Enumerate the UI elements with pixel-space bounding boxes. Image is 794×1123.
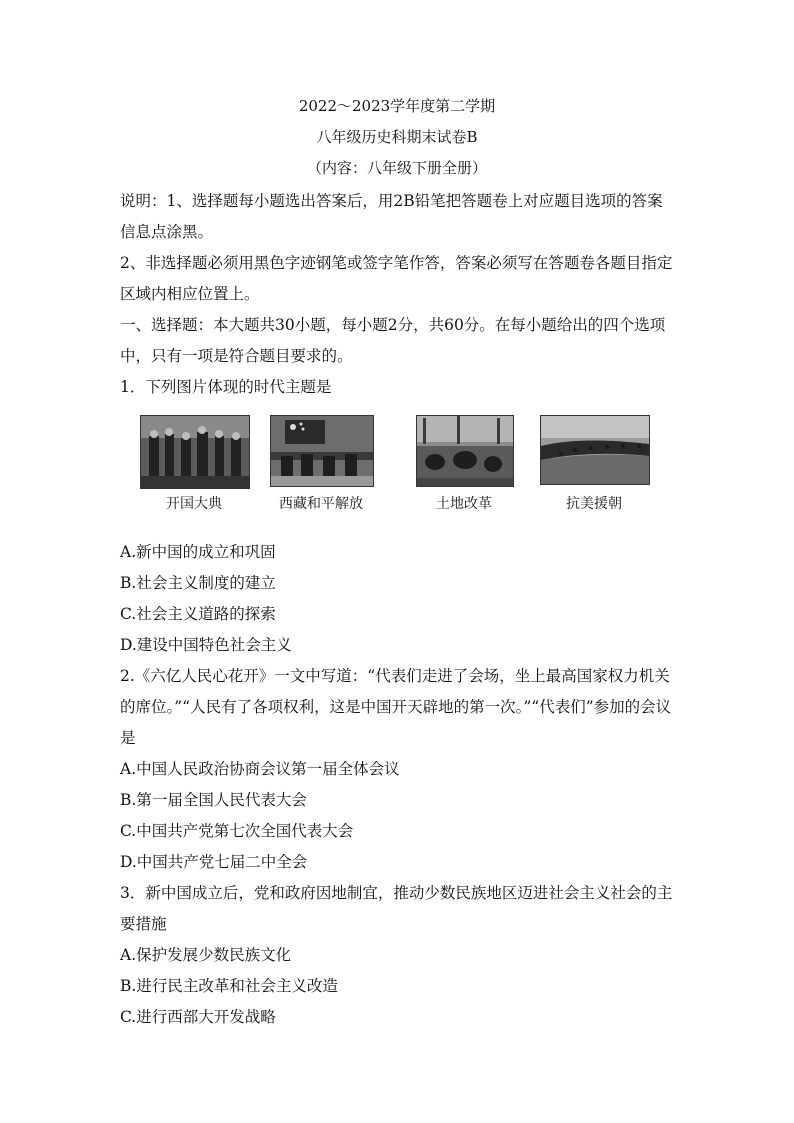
question-3-option-b: B.进行民主改革和社会主义改造 (120, 977, 338, 995)
question-2-option-a: A.中国人民政治协商会议第一届全体会议 (120, 760, 400, 778)
instruction-1: 说明：1、选择题每小题选出答案后，用2B铅笔把答题卷上对应题目选项的答案信息点涂黑。 (120, 192, 663, 241)
caption-founding-ceremony: 开国大典 (166, 496, 222, 512)
exam-content-scope: （内容：八年级下册全册） (306, 159, 487, 177)
question-1-option-d: D.建设中国特色社会主义 (120, 636, 292, 654)
question-3-option-c: C.进行西部大开发战略 (120, 1008, 276, 1026)
caption-tibet-liberation: 西藏和平解放 (279, 496, 363, 512)
question-1-option-c: C.社会主义道路的探索 (120, 605, 276, 623)
exam-body (120, 186, 676, 1033)
caption-land-reform: 土地改革 (436, 496, 492, 512)
question-2-option-c: C.中国共产党第七次全国代表大会 (120, 822, 354, 840)
question-3-option-a: A.保护发展少数民族文化 (120, 946, 292, 964)
exam-title: 八年级历史科期末试卷B (316, 128, 478, 146)
question-1-stem: 1．下列图片体现的时代主题是 (120, 378, 332, 396)
photo-land-reform (416, 415, 514, 487)
question-1-figure (120, 409, 676, 533)
photo-resist-us-aid-korea (540, 415, 650, 485)
question-1-option-a: A.新中国的成立和巩固 (120, 543, 276, 561)
section-one-intro: 一、选择题：本大题共30小题，每小题2分，共60分。在每小题给出的四个选项中，只有一项是符合题目要求的。 (120, 316, 666, 365)
question-2-stem: 2.《六亿人民心花开》一文中写道：“代表们走进了会场，坐上最高国家权力机关的席位。”“人民有了各项权利，这是中国开天辟地的第一次。”“代表们”参加的会议是 (120, 667, 672, 747)
question-2-option-b: B.第一届全国人民代表大会 (120, 791, 307, 809)
instruction-2: 2、非选择题必须用黑色字迹钢笔或签字笔作答，答案必须写在答题卷各题目指定区域内相应位置上。 (120, 254, 673, 303)
photo-founding-ceremony (140, 415, 250, 489)
question-1-option-b: B.社会主义制度的建立 (120, 574, 276, 592)
caption-resist-us-aid-korea: 抗美援朝 (566, 496, 622, 512)
question-2-option-d: D.中国共产党七届二中全会 (120, 853, 308, 871)
question-3-stem: 3．新中国成立后，党和政府因地制宜，推动少数民族地区迈进社会主义社会的主要措施 (120, 884, 673, 933)
exam-year-line: 2022～2023学年度第二学期 (298, 97, 496, 115)
photo-tibet-liberation (270, 415, 374, 487)
